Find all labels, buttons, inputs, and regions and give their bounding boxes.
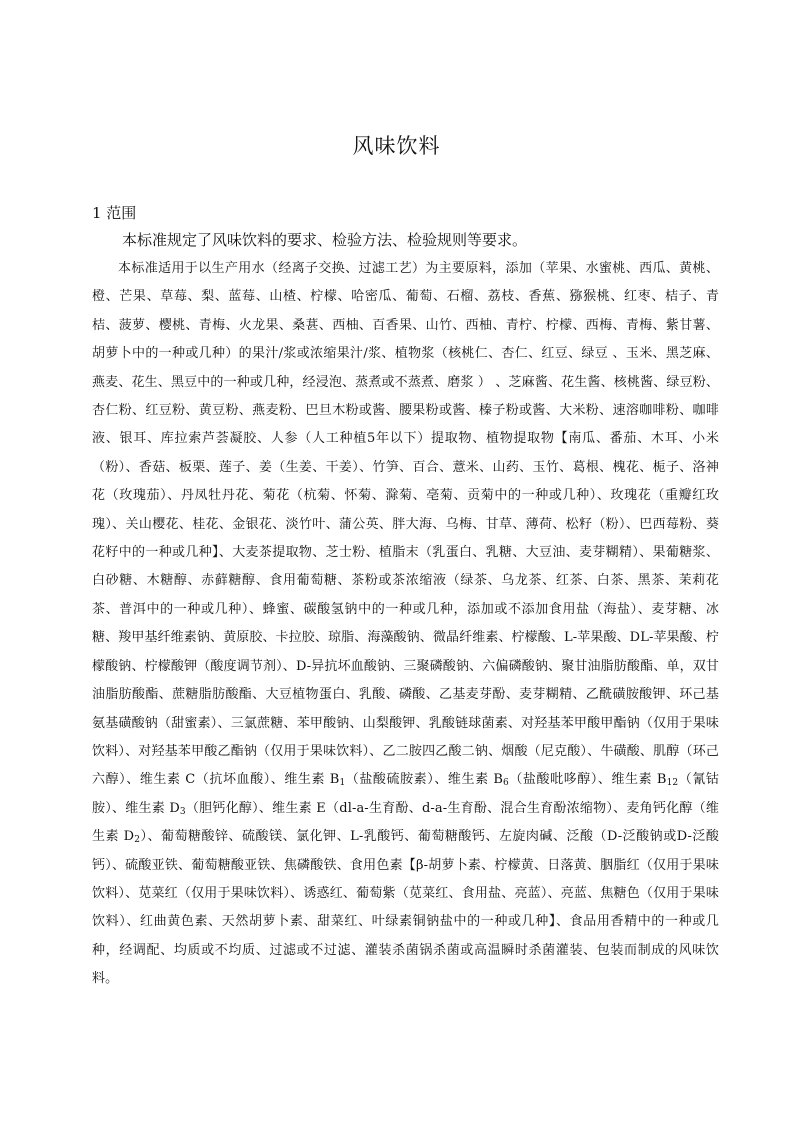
body-text: 本标准适用于以生产用水（经离子交换、过滤工艺）为主要原料，添加（苹果、水蜜桃、西瓜、黄桃、橙、芒果、草莓、梨、蓝莓、山楂、柠檬、哈密瓜、葡萄、石榴、荔枝、香蕉、猕猴桃、红枣、桔子、青桔、菠萝、樱桃、青梅、火龙果、桑葚、西柚、百香果、山竹、西柚、青柠、柠檬、西梅、青梅、紫甘薯、胡萝卜中的一种或几种）的果汁/浆或浓缩果汁/浆、植物浆（核桃仁、杏仁、红豆、绿豆 、玉米、黑芝麻、燕麦、花生、黑豆中的一种或几种，经浸泡、蒸煮或不蒸煮、磨浆 ） 、芝麻酱、花生酱、核桃酱、绿豆粉、杏仁粉、红豆粉、黄豆粉、燕麦粉、巴旦木粉或酱、腰果粉或酱、榛子粉或酱、大米粉、速溶咖啡粉、咖啡液、银耳、库拉索芦荟凝胶、人参（人工种植5年以下）提取物、植物提取物【南瓜、番茄、木耳、小米（粉）、香菇、板栗、莲子、姜（生姜、干姜）、竹笋、百合、薏米、山药、玉竹、葛根、槐花、栀子、洛神花（玫瑰茄）、丹凤牡丹花、菊花（杭菊、怀菊、滁菊、亳菊、贡菊中的一种或几种）、玫瑰花（重瓣红玫瑰）、关山樱花、桂花、金银花、淡竹叶、蒲公英、胖大海、乌梅、甘草、薄荷、松籽（粉）、巴西莓粉、葵花籽中的一种或几种】、大麦茶提取物、芝士粉、植脂末（乳蛋白、乳糖、大豆油、麦芽糊精）、果葡糖浆、白砂糖、木糖醇、赤藓糖醇、食用葡萄糖、茶粉或茶浓缩液（绿茶、乌龙茶、红茶、白茶、黑茶、茉莉花茶、普洱中的一种或几种）、蜂蜜、碳酸氢钠中的一种或几种，添加或不添加食用盐（海盐）、麦芽糖、冰糖、羧甲基纤维素钠、黄原胶、卡拉胶、琼脂、海藻酸钠、微晶纤维素、柠檬酸、L-苹果酸、DL-苹果酸、柠檬酸钠、柠檬酸钾（酸度调节剂）、D-异抗坏血酸钠、三聚磷酸钠、六偏磷酸钠、聚甘油脂肪酸酯、单，双甘油脂肪酸酯、蔗糖脂肪酸酯、大豆植物蛋白、乳酸、磷酸、乙基麦芽酚、麦芽糊精、乙酰磺胺酸钾、环己基氨基磺酸钠（甜蜜素）、三氯蔗糖、苯甲酸钠、山梨酸钾、乳酸链球菌素、对羟基苯甲酸甲酯钠（仅用于果味饮料）、对羟基苯甲酸乙酯钠（仅用于果味饮料）、乙二胺四乙酸二钠、烟酸（尼克酸）、牛磺酸、肌醇（环己六醇）、维生素 C（抗坏血酸）、维生素 B [92,261,719,788]
subscript: 2 [134,835,141,846]
document-title: 风味饮料 [352,134,441,158]
body-text: （盐酸硫胺素）、维生素 B [345,772,504,788]
section-heading: 1 范围 [92,204,137,222]
body-text: （胆钙化醇）、维生素 E（dl-a-生育酚、d-a-生育酚、混合生育酚浓缩物）、麦角钙化醇（维生素 D [92,800,719,845]
subscript: 6 [503,778,509,789]
scope-body-paragraph [92,255,719,994]
body-text: （氰钴胺）、维生素 D [92,772,719,816]
body-text: （盐酸吡哆醇）、维生素 B [508,772,667,788]
subscript: 3 [179,806,186,817]
subscript: 1 [339,778,346,789]
scope-intro-paragraph: 本标准规定了风味饮料的要求、检验方法、检验规则等要求。 [122,231,528,249]
subscript: 12 [666,778,679,789]
body-text: ）、葡萄糖酸锌、硫酸镁、氯化钾、L-乳酸钙、葡萄糖酸钙、左旋肉碱、泛酸（D-泛酸钠或D-泛酸钙）、硫酸亚铁、葡萄糖酸亚铁、焦磷酸铁、食用色素【β-胡萝卜素、柠檬黄、日落黄、胭脂红（仅用于果味饮料）、苋菜红（仅用于果味饮料）、诱惑红、葡萄紫（苋菜红、食用盐、亮蓝）、亮蓝、焦糖色（仅用于果味饮料）、红曲黄色素、天然胡萝卜素、甜菜红、叶绿素铜钠盐中的一种或几种】、食品用香精中的一种或几种，经调配、均质或不均质、过滤或不过滤、灌装杀菌锅杀菌或高温瞬时杀菌灌装、包装而制成的风味饮料。 [92,829,719,987]
